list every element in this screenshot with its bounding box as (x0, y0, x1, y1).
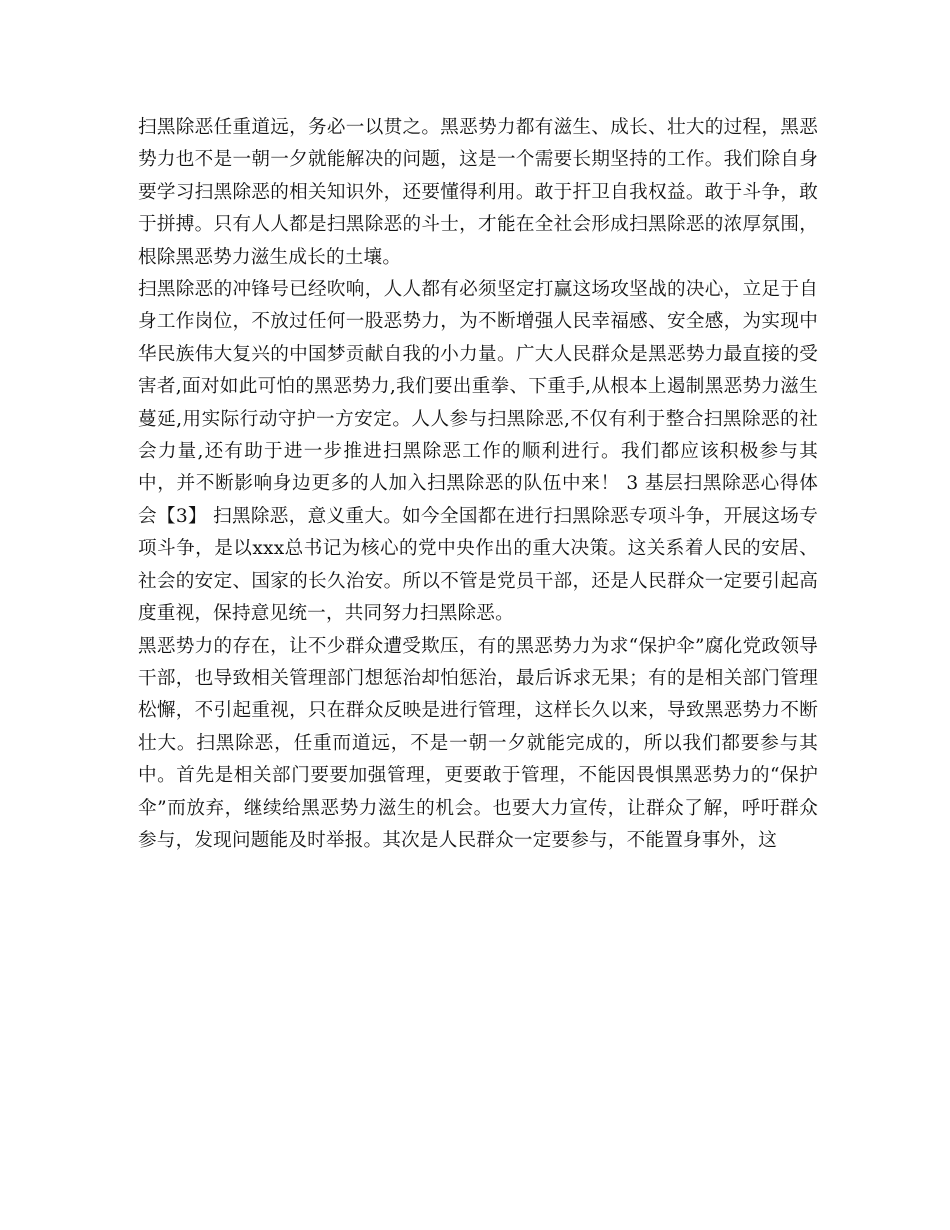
paragraph-3: 黑恶势力的存在，让不少群众遭受欺压，有的黑恶势力为求“保护伞”腐化党政领导干部，也导致相关管理部门想惩治却怕惩治，最后诉求无果；有的是相关部门管理松懈，不引起重视，只在群众反映是进行管理，这样长久以来，导致黑恶势力不断壮大。扫黑除恶，任重而道远，不是一朝一夕就能完成的，所以我们都要参与其中。首先是相关部门要要加强管理，更要敢于管理，不能因畏惧黑恶势力的“保护伞”而放弃，继续给黑恶势力滋生的机会。也要大力宣传，让群众了解，呼吁群众参与，发现问题能及时举报。其次是人民群众一定要参与，不能置身事外，这 (138, 635, 818, 851)
document-page (138, 112, 818, 857)
paragraph-1: 扫黑除恶任重道远，务必一以贯之。黑恶势力都有滋生、成长、壮大的过程，黑恶势力也不是一朝一夕就能解决的问题，这是一个需要长期坚持的工作。我们除自身要学习扫黑除恶的相关知识外，还要懂得利用。敢于扞卫自我权益。敢于斗争，敢于拼搏。只有人人都是扫黑除恶的斗士，才能在全社会形成扫黑除恶的浓厚氛围，根除黑恶势力滋生成长的土壤。 (138, 117, 818, 268)
paragraph-2: 扫黑除恶的冲锋号已经吹响，人人都有必须坚定打赢这场攻坚战的决心，立足于自身工作岗位，不放过任何一股恶势力，为不断增强人民幸福感、安全感，为实现中华民族伟大复兴的中国梦贡献自我的小力量。广大人民群众是黑恶势力最直接的受害者,面对如此可怕的黑恶势力,我们要出重拳、下重手,从根本上遏制黑恶势力滋生蔓延,用实际行动守护一方安定。人人参与扫黑除恶,不仅有利于整合扫黑除恶的社会力量,还有助于进一步推进扫黑除恶工作的顺利进行。我们都应该积极参与其中，并不断影响身边更多的人加入扫黑除恶的队伍中来！ 3 基层扫黑除恶心得体会【3】 扫黑除恶，意义重大。如今全国都在进行扫黑除恶专项斗争，开展这场专项斗争，是以xxx总书记为核心的党中央作出的重大决策。这关系着人民的安居、社会的安定、国家的长久治安。所以不管是党员干部，还是人民群众一定要引起高度重视，保持意见统一，共同努力扫黑除恶。 (138, 279, 818, 625)
